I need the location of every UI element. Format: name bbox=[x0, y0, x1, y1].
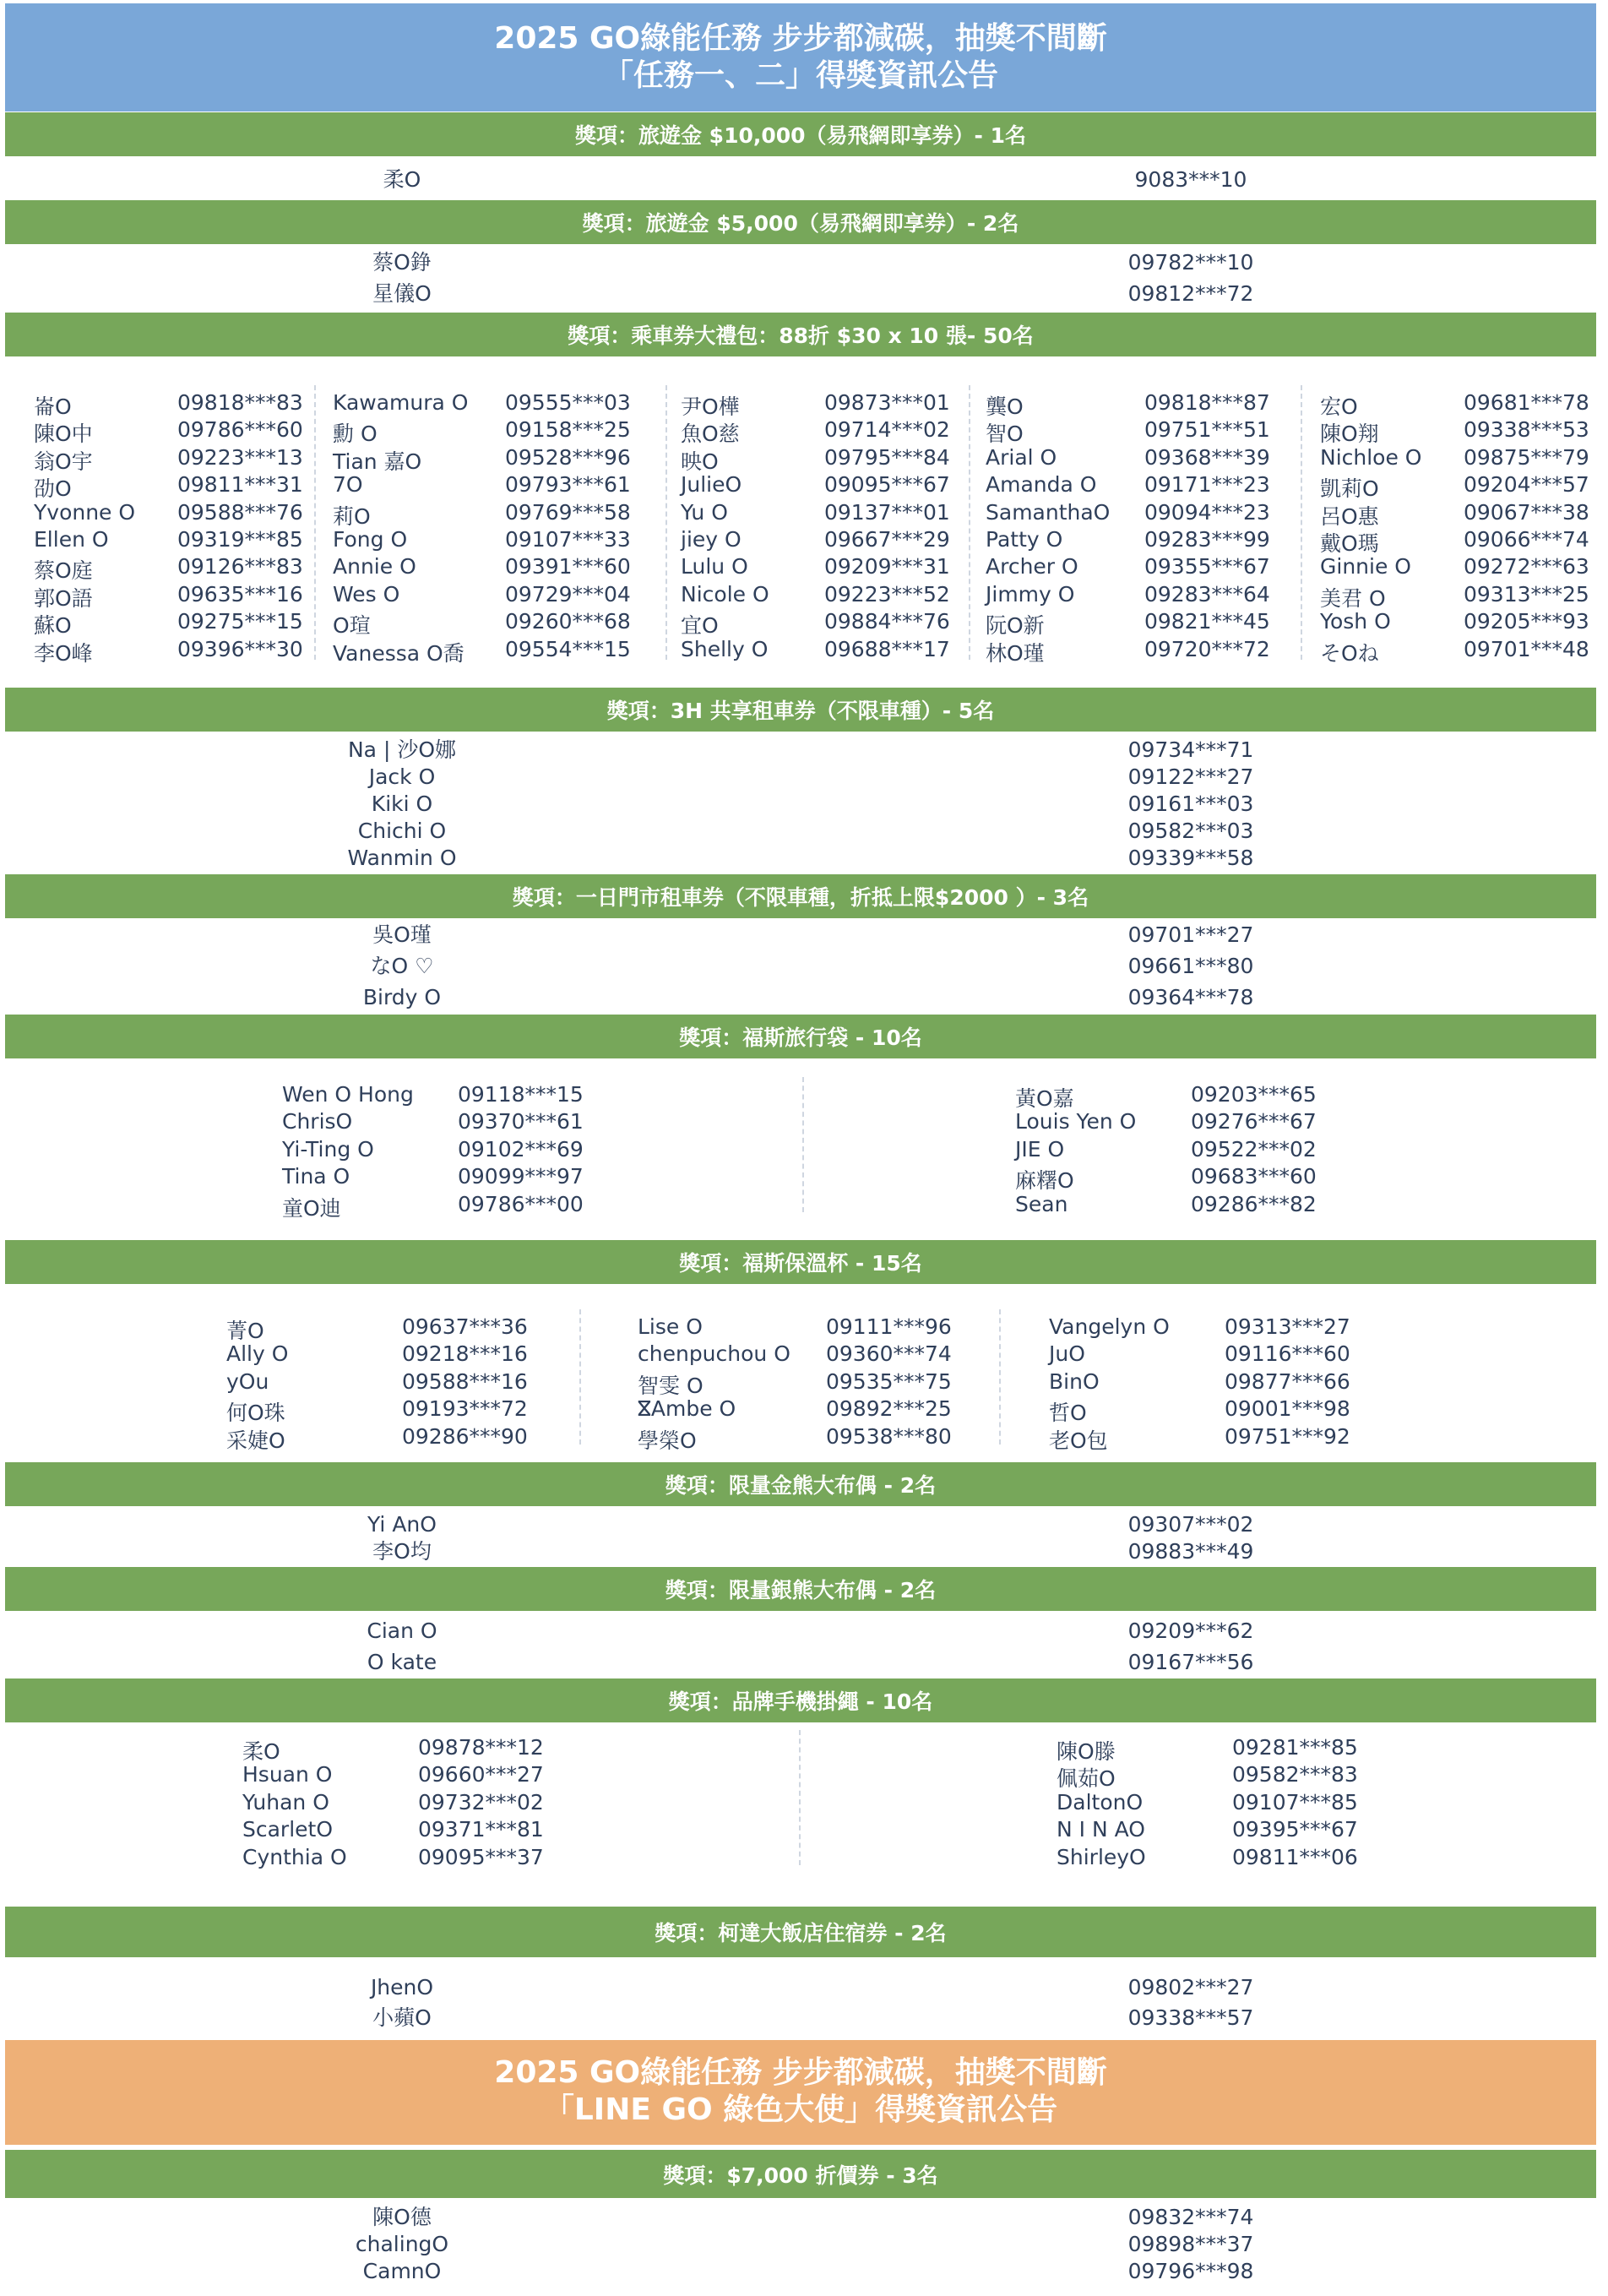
winner-name: Tina O bbox=[282, 1164, 350, 1189]
column-divider bbox=[579, 1309, 581, 1445]
winner-phone: 09205***93 bbox=[1464, 609, 1589, 634]
winner-phone: 09714***02 bbox=[824, 417, 950, 443]
winner-phone: 09281***85 bbox=[1232, 1735, 1358, 1760]
winner-phone: 09588***16 bbox=[402, 1368, 528, 1394]
winner-phone: 09161***03 bbox=[1127, 792, 1254, 816]
winner-phone: 09339***58 bbox=[1127, 846, 1254, 870]
winner-name: Yu O bbox=[681, 499, 728, 525]
winner-name: 凱莉O bbox=[1320, 476, 1379, 502]
winner-name: 吳O瑾 bbox=[372, 922, 432, 947]
winner-phone: 09751***51 bbox=[1144, 417, 1270, 443]
winner-name: JulieO bbox=[681, 472, 742, 498]
section-header: 獎項：限量銀熊大布偶 - 2名 bbox=[5, 1567, 1596, 1611]
winner-name: 學榮O bbox=[638, 1428, 697, 1453]
winner-name: 星儀O bbox=[372, 281, 432, 306]
winner-phone: 09898***37 bbox=[1127, 2232, 1254, 2256]
banner-title: 2025 GO綠能任務 步步都減碳，抽獎不間斷 bbox=[494, 21, 1107, 56]
winner-phone: 09395***67 bbox=[1232, 1817, 1358, 1842]
winner-phone: 09313***27 bbox=[1225, 1314, 1350, 1339]
winner-phone: 09535***75 bbox=[826, 1368, 952, 1394]
winner-name: Hsuan O bbox=[242, 1762, 333, 1787]
winner-name: Jack O bbox=[368, 764, 436, 789]
winner-name: 何O珠 bbox=[226, 1401, 285, 1426]
winner-name: 尹O樺 bbox=[681, 394, 740, 419]
winner-name: 童O迪 bbox=[282, 1195, 341, 1221]
section-header: 獎項：品牌手機掛繩 - 10名 bbox=[5, 1678, 1596, 1722]
winner-name: Yosh O bbox=[1320, 609, 1391, 634]
winner-name: 陳O中 bbox=[34, 422, 93, 447]
winner-phone: 09396***30 bbox=[177, 636, 303, 661]
winner-phone: 09877***66 bbox=[1225, 1368, 1350, 1394]
winner-name: Lise O bbox=[638, 1314, 703, 1339]
winner-phone: 09355***67 bbox=[1144, 554, 1270, 579]
winner-name: 李O均 bbox=[372, 1539, 432, 1564]
winner-name: 哲O bbox=[1049, 1401, 1087, 1426]
announcement-banner-2 bbox=[5, 2040, 1596, 2145]
winner-phone: 09223***13 bbox=[177, 444, 303, 470]
winner-name: Fong O bbox=[333, 527, 408, 552]
winner-phone: 09001***98 bbox=[1225, 1396, 1350, 1422]
winner-name: Sean bbox=[1015, 1191, 1068, 1216]
winner-phone: 09283***99 bbox=[1144, 527, 1270, 552]
section-header: 獎項：柯達大飯店住宿券 - 2名 bbox=[5, 1907, 1596, 1957]
winner-name: Wanmin O bbox=[347, 846, 457, 870]
winner-name: ⴵAmbe O bbox=[638, 1396, 736, 1422]
column-divider bbox=[999, 1309, 1001, 1445]
winner-phone: 09751***92 bbox=[1225, 1423, 1350, 1449]
winner-name: Kawamura O bbox=[333, 390, 469, 415]
winner-phone: 09391***60 bbox=[505, 554, 631, 579]
winner-name: 陳O翔 bbox=[1320, 422, 1379, 447]
winner-phone: 09338***53 bbox=[1464, 417, 1589, 443]
winner-name: 陳O滕 bbox=[1057, 1739, 1116, 1764]
winner-phone: 09720***72 bbox=[1144, 636, 1270, 661]
winner-name: DaltonO bbox=[1057, 1789, 1144, 1814]
winner-name: 智雯 O bbox=[638, 1373, 704, 1398]
winner-name: BinO bbox=[1049, 1368, 1100, 1394]
winner-name: Ginnie O bbox=[1320, 554, 1411, 579]
winner-name: Kiki O bbox=[371, 792, 433, 816]
winner-phone: 09661***80 bbox=[1127, 954, 1254, 978]
winner-phone: 09338***57 bbox=[1127, 2005, 1254, 2030]
winner-name: Archer O bbox=[986, 554, 1078, 579]
section-header: 獎項：$7,000 折價券 - 3名 bbox=[5, 2150, 1596, 2198]
winner-phone: 09319***85 bbox=[177, 527, 303, 552]
winner-phone: 9083***10 bbox=[1134, 167, 1247, 192]
column-divider bbox=[1301, 385, 1302, 660]
winner-name: 勳 O bbox=[333, 422, 378, 447]
winner-phone: 09582***83 bbox=[1232, 1762, 1358, 1787]
winner-phone: 09554***15 bbox=[505, 636, 631, 661]
winner-phone: 09818***83 bbox=[177, 390, 303, 415]
winner-name: jiey O bbox=[681, 527, 742, 552]
winner-name: Ellen O bbox=[34, 527, 109, 552]
section-header: 獎項：旅遊金 $10,000（易飛網即享券）- 1名 bbox=[5, 112, 1596, 156]
winner-name: JhenO bbox=[370, 1975, 434, 1999]
winner-name: Wen O Hong bbox=[282, 1082, 414, 1107]
winner-name: 魚O慈 bbox=[681, 422, 740, 447]
winner-phone: 09892***25 bbox=[826, 1396, 952, 1422]
winner-phone: 09307***02 bbox=[1127, 1512, 1254, 1537]
winner-name: 智O bbox=[986, 422, 1024, 447]
winner-phone: 09667***29 bbox=[824, 527, 950, 552]
winner-name: 麻糬O bbox=[1015, 1168, 1074, 1194]
winner-name: Vanessa O喬 bbox=[333, 640, 464, 666]
winner-name: Arial O bbox=[986, 444, 1057, 470]
winner-name: Amanda O bbox=[986, 472, 1097, 498]
winner-phone: 09588***76 bbox=[177, 499, 303, 525]
winner-name: 宏O bbox=[1320, 394, 1358, 419]
winner-name: Ally O bbox=[226, 1341, 289, 1367]
winner-phone: 09786***60 bbox=[177, 417, 303, 443]
winner-phone: 09066***74 bbox=[1464, 527, 1589, 552]
winner-phone: 09203***65 bbox=[1191, 1082, 1317, 1107]
winner-name: Yi-Ting O bbox=[282, 1136, 374, 1162]
winner-name: 郭O語 bbox=[34, 585, 93, 611]
winner-name: JIE O bbox=[1015, 1136, 1065, 1162]
winner-phone: 09137***01 bbox=[824, 499, 950, 525]
winner-phone: 09286***82 bbox=[1191, 1191, 1317, 1216]
column-divider bbox=[314, 385, 316, 660]
winner-phone: 09368***39 bbox=[1144, 444, 1270, 470]
winner-phone: 09555***03 bbox=[505, 390, 631, 415]
winner-phone: 09158***25 bbox=[505, 417, 631, 443]
winner-phone: 09275***15 bbox=[177, 609, 303, 634]
winner-phone: 09171***23 bbox=[1144, 472, 1270, 498]
winner-name: Nichloe O bbox=[1320, 444, 1422, 470]
section-header: 獎項：福斯保溫杯 - 15名 bbox=[5, 1240, 1596, 1284]
winner-phone: 09796***98 bbox=[1127, 2259, 1254, 2283]
winner-name: Louis Yen O bbox=[1015, 1109, 1137, 1134]
winner-phone: 09795***84 bbox=[824, 444, 950, 470]
winner-phone: 09683***60 bbox=[1191, 1164, 1317, 1189]
winner-name: 佩茹O bbox=[1057, 1766, 1116, 1792]
winner-phone: 09122***27 bbox=[1127, 764, 1254, 789]
section-header: 獎項：旅遊金 $5,000（易飛網即享券）- 2名 bbox=[5, 200, 1596, 244]
winner-name: 蔡O庭 bbox=[34, 558, 93, 584]
winner-name: Yi AnO bbox=[367, 1512, 437, 1537]
winner-name: 林O瑾 bbox=[986, 640, 1045, 666]
winner-name: Cian O bbox=[367, 1619, 437, 1643]
column-divider bbox=[665, 385, 667, 660]
winner-phone: 09681***78 bbox=[1464, 390, 1589, 415]
winner-name: Tian 嘉O bbox=[333, 449, 422, 474]
winner-phone: 09811***06 bbox=[1232, 1844, 1358, 1869]
winner-phone: 09094***23 bbox=[1144, 499, 1270, 525]
column-divider bbox=[799, 1730, 801, 1865]
winner-name: Vangelyn O bbox=[1049, 1314, 1170, 1339]
winner-name: Lulu O bbox=[681, 554, 748, 579]
winner-phone: 09111***96 bbox=[826, 1314, 952, 1339]
winner-phone: 09821***45 bbox=[1144, 609, 1270, 634]
winner-name: 蔡O錚 bbox=[372, 250, 432, 275]
winner-name: 采婕O bbox=[226, 1428, 285, 1453]
winner-phone: 09272***63 bbox=[1464, 554, 1589, 579]
winner-phone: 09095***67 bbox=[824, 472, 950, 498]
winner-phone: 09637***36 bbox=[402, 1314, 528, 1339]
winner-name: O瑄 bbox=[333, 613, 371, 639]
winner-phone: 09873***01 bbox=[824, 390, 950, 415]
winner-phone: 09313***25 bbox=[1464, 581, 1589, 607]
banner-title: 2025 GO綠能任務 步步都減碳，抽獎不間斷 bbox=[494, 2055, 1107, 2090]
winner-name: 菁O bbox=[226, 1319, 264, 1343]
winner-phone: 09102***69 bbox=[458, 1136, 584, 1162]
winner-name: Birdy O bbox=[362, 985, 442, 1009]
winner-phone: 09812***72 bbox=[1127, 281, 1254, 306]
winner-phone: 09218***16 bbox=[402, 1341, 528, 1367]
winner-phone: 09371***81 bbox=[418, 1817, 544, 1842]
winner-name: Chichi O bbox=[357, 819, 447, 843]
winner-phone: 09878***12 bbox=[418, 1735, 544, 1760]
winner-phone: 09582***03 bbox=[1127, 819, 1254, 843]
winner-phone: 09370***61 bbox=[458, 1109, 584, 1134]
column-divider bbox=[969, 385, 970, 660]
winner-name: 翁O宇 bbox=[34, 449, 93, 474]
winner-phone: 09193***72 bbox=[402, 1396, 528, 1422]
winner-phone: 09769***58 bbox=[505, 499, 631, 525]
winner-phone: 09522***02 bbox=[1191, 1136, 1317, 1162]
winner-phone: 09260***68 bbox=[505, 609, 631, 634]
winner-phone: 09360***74 bbox=[826, 1341, 952, 1367]
banner-subtitle: 「LINE GO 綠色大使」得獎資訊公告 bbox=[543, 2092, 1058, 2127]
winner-name: 老O包 bbox=[1049, 1428, 1108, 1453]
winner-name: 柔O bbox=[242, 1739, 280, 1764]
winner-phone: 09095***37 bbox=[418, 1844, 544, 1869]
winner-name: 呂O惠 bbox=[1320, 503, 1379, 529]
winner-name: chenpuchou O bbox=[638, 1341, 790, 1367]
winner-phone: 09732***02 bbox=[418, 1789, 544, 1814]
winner-phone: 09883***49 bbox=[1127, 1539, 1254, 1564]
winner-name: SamanthaO bbox=[986, 499, 1111, 525]
winner-name: Yuhan O bbox=[242, 1789, 329, 1814]
winner-phone: 09811***31 bbox=[177, 472, 303, 498]
column-divider bbox=[802, 1077, 804, 1212]
winner-phone: 09209***62 bbox=[1127, 1619, 1254, 1643]
winner-phone: 09126***83 bbox=[177, 554, 303, 579]
winner-phone: 09528***96 bbox=[505, 444, 631, 470]
winner-phone: 09884***76 bbox=[824, 609, 950, 634]
winner-phone: 09099***97 bbox=[458, 1164, 584, 1189]
winner-name: Yvonne O bbox=[34, 499, 136, 525]
winner-name: 美君 O bbox=[1320, 585, 1386, 611]
announcement-banner-1 bbox=[5, 3, 1596, 112]
winner-name: 黃O嘉 bbox=[1015, 1086, 1074, 1111]
winner-phone: 09701***48 bbox=[1464, 636, 1589, 661]
winner-phone: 09538***80 bbox=[826, 1423, 952, 1449]
winner-name: 劭O bbox=[34, 476, 72, 502]
winner-phone: 09223***52 bbox=[824, 581, 950, 607]
winner-phone: 09782***10 bbox=[1127, 250, 1254, 275]
winner-phone: 09167***56 bbox=[1127, 1650, 1254, 1674]
winner-phone: 09818***87 bbox=[1144, 390, 1270, 415]
winner-name: 莉O bbox=[333, 503, 371, 529]
winner-name: Shelly O bbox=[681, 636, 769, 661]
winner-name: Annie O bbox=[333, 554, 416, 579]
winner-phone: 09635***16 bbox=[177, 581, 303, 607]
winner-name: 崙O bbox=[34, 394, 72, 419]
winner-name: JuO bbox=[1049, 1341, 1085, 1367]
winner-name: O kate bbox=[367, 1650, 437, 1674]
winner-phone: 09118***15 bbox=[458, 1082, 584, 1107]
winner-name: 小蘋O bbox=[372, 2005, 432, 2030]
section-header: 獎項：乘車券大禮包：88折 $30 x 10 張- 50名 bbox=[5, 313, 1596, 356]
winner-name: ChrisO bbox=[282, 1109, 353, 1134]
banner-subtitle: 「任務一、二」得獎資訊公告 bbox=[602, 58, 998, 93]
winner-name: そOね bbox=[1320, 640, 1379, 666]
winner-phone: 09786***00 bbox=[458, 1191, 584, 1216]
winner-phone: 09688***17 bbox=[824, 636, 950, 661]
winner-name: ShirleyO bbox=[1057, 1844, 1146, 1869]
winner-phone: 09793***61 bbox=[505, 472, 631, 498]
winner-name: Nicole O bbox=[681, 581, 769, 607]
winner-name: 阮O新 bbox=[986, 613, 1045, 639]
winner-phone: 09875***79 bbox=[1464, 444, 1589, 470]
section-header: 獎項：一日門市租車券（不限車種，折抵上限$2000 ）- 3名 bbox=[5, 874, 1596, 918]
winner-name: chalingO bbox=[355, 2232, 449, 2256]
winner-phone: 09116***60 bbox=[1225, 1341, 1350, 1367]
section-header: 獎項：限量金熊大布偶 - 2名 bbox=[5, 1462, 1596, 1506]
winner-name: Jimmy O bbox=[986, 581, 1075, 607]
winner-name: 陳O德 bbox=[372, 2205, 432, 2229]
section-header: 獎項：3H 共享租車券（不限車種）- 5名 bbox=[5, 688, 1596, 732]
winner-name: 戴O瑪 bbox=[1320, 531, 1379, 556]
winner-name: 李O峰 bbox=[34, 640, 93, 666]
winner-phone: 09364***78 bbox=[1127, 985, 1254, 1009]
winner-name: Na | 沙O娜 bbox=[347, 737, 456, 762]
winner-name: Patty O bbox=[986, 527, 1063, 552]
winner-phone: 09107***33 bbox=[505, 527, 631, 552]
winner-phone: 09209***31 bbox=[824, 554, 950, 579]
winner-phone: 09276***67 bbox=[1191, 1109, 1317, 1134]
winner-phone: 09660***27 bbox=[418, 1762, 544, 1787]
winner-name: Wes O bbox=[333, 581, 400, 607]
winner-phone: 09067***38 bbox=[1464, 499, 1589, 525]
winner-phone: 09283***64 bbox=[1144, 581, 1270, 607]
winner-name: 柔O bbox=[383, 167, 421, 192]
winner-name: Cynthia O bbox=[242, 1844, 347, 1869]
winner-phone: 09802***27 bbox=[1127, 1975, 1254, 1999]
winner-phone: 09204***57 bbox=[1464, 472, 1589, 498]
winner-phone: 09286***90 bbox=[402, 1423, 528, 1449]
winner-name: 7O bbox=[333, 472, 363, 498]
section-header: 獎項：福斯旅行袋 - 10名 bbox=[5, 1015, 1596, 1058]
winner-phone: 09832***74 bbox=[1127, 2205, 1254, 2229]
winner-phone: 09734***71 bbox=[1127, 737, 1254, 762]
winner-name: ScarletO bbox=[242, 1817, 334, 1842]
winner-name: 映O bbox=[681, 449, 719, 474]
winner-name: 宜O bbox=[681, 613, 719, 639]
winner-phone: 09107***85 bbox=[1232, 1789, 1358, 1814]
winner-name: CamnO bbox=[362, 2259, 442, 2283]
winner-phone: 09729***04 bbox=[505, 581, 631, 607]
winner-name: N I N AO bbox=[1057, 1817, 1145, 1842]
winner-name: なO ♡ bbox=[370, 954, 434, 978]
winner-phone: 09701***27 bbox=[1127, 922, 1254, 947]
winner-name: 蘇O bbox=[34, 613, 72, 639]
winner-name: yOu bbox=[226, 1368, 269, 1394]
winner-name: 龔O bbox=[986, 394, 1024, 419]
